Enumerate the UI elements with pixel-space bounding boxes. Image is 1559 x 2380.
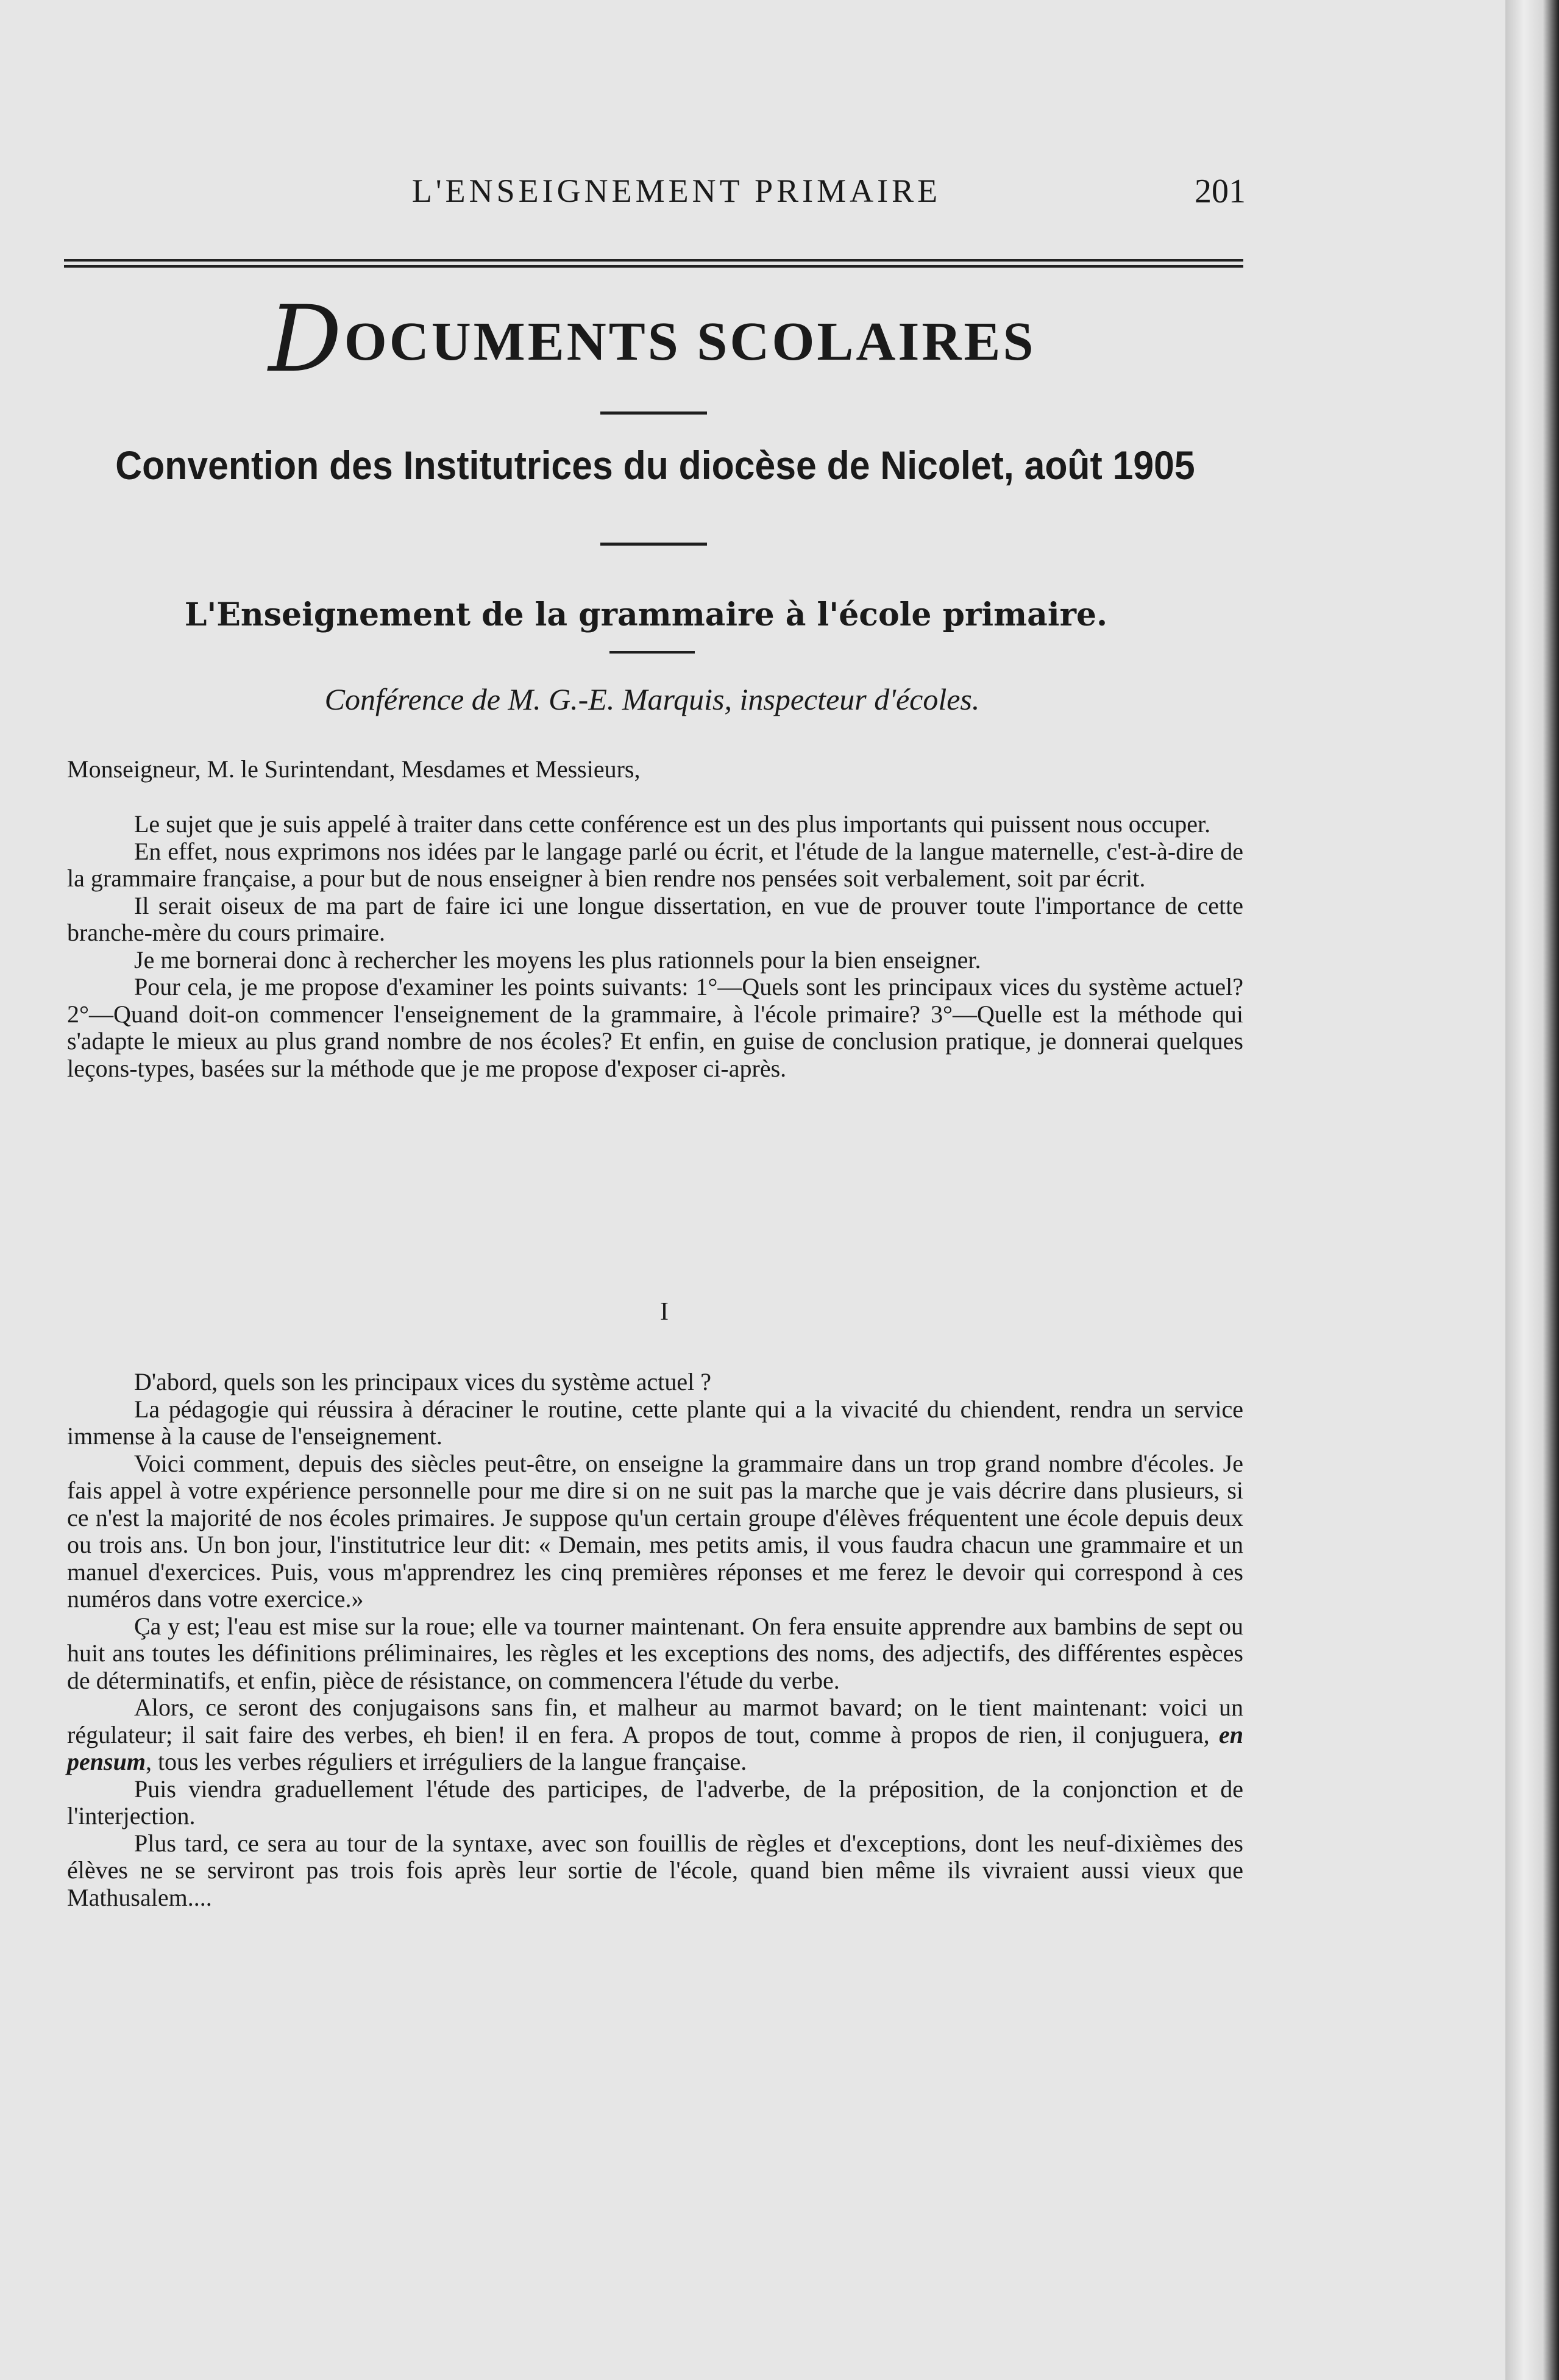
separator-rule-2 (600, 543, 707, 546)
running-title: L'ENSEIGNEMENT PRIMAIRE (411, 173, 942, 209)
paragraph: Il serait oiseux de ma part de faire ici une longue dissertation, en vue de prouver toute l'importance de cette branche-mère du cours primaire. (67, 891, 1243, 946)
paragraph-alors (67, 1694, 1243, 1776)
intro-section (67, 811, 1243, 1082)
paragraph: Puis viendra graduellement l'étude des participes, de l'adverbe, de la préposition, de la conjonction et de l'interjection. (67, 1775, 1243, 1830)
paragraph: Ça y est; l'eau est mise sur la roue; elle va tourner maintenant. On fera ensuite apprendre aux bambins de sept ou huit ans toutes les définitions préliminaires, les règles et les exceptions des noms, des adjectifs, des différentes espèces de déterminatifs, et enfin, pièce de résistance, on commencera l'étude du verbe. (67, 1612, 1243, 1694)
paragraph: Le sujet que je suis appelé à traiter dans cette conférence est un des plus importants qui puissent nous occuper. (134, 810, 1211, 838)
paragraph: Pour cela, je me propose d'examiner les points suivants: 1°—Quels sont les principaux vices du système actuel? 2°—Quand doit-on commencer l'enseignement de la grammaire, à l'école primaire? 3°—Quelle est la méthode qui s'adapte le mieux au plus grand nombre de nos écoles? Et enfin, en guise de conclusion pratique, je donnerai quelques leçons-types, basées sur la méthode que je me propose d'exposer ci-après. (67, 973, 1243, 1082)
paragraph: Voici comment, depuis des siècles peut-être, on enseigne la grammaire dans un trop grand nombre d'écoles. Je fais appel à votre expérience personnelle pour me dire si on ne suit pas la marche que je vais décrire dans plusieurs, si ce n'est la majorité de nos écoles primaires. Je suppose qu'un certain groupe d'élèves fréquentent une école depuis deux ou trois ans. Un bon jour, l'institutrice leur dit: « Demain, mes petits amis, il vous faudra chacun une grammaire et un manuel d'exercices. Puis, vous m'apprendrez les cinq premières réponses et me ferez le devoir qui correspond à ces numéros dans votre exercice.» (67, 1449, 1243, 1612)
alors-text-after: , tous les verbes réguliers et irréguliers de la langue française. (145, 1748, 747, 1775)
paragraph: En effet, nous exprimons nos idées par le langage parlé ou écrit, et l'étude de la langue maternelle, c'est-à-dire de la grammaire française, a pour but de nous enseigner à bien rendre nos pensées soit verbalement, soit par écrit. (67, 837, 1243, 892)
alors-emphasis: en pensum (67, 1720, 1244, 1775)
page-edge-shadow (1505, 0, 1559, 2380)
paragraph: Plus tard, ce sera au tour de la syntaxe, avec son fouillis de règles et d'exceptions, dont les neuf-dixièmes des élèves ne se serviront pas trois fois après leur sortie de l'école, quand bien même ils vivraient aussi vieux que Mathusalem.... (67, 1829, 1243, 1911)
section-title-rest: OCUMENTS SCOLAIRES (344, 312, 1036, 372)
section-title (232, 287, 1073, 393)
header-double-rule (64, 259, 1243, 268)
separator-rule-3 (609, 651, 695, 654)
alors-text-before: Alors, ce seront des conjugaisons sans fin, et malheur au marmot bavard; on le tient maintenant: voici un régulateur; il sait faire des verbes, eh bien! il en fera. A propos de tout, comme à propos de rien, il conjuguera, (67, 1694, 1243, 1748)
convention-title: Convention des Institutrices du diocèse de Nicolet, août 1905 (115, 443, 1195, 488)
page-number: 201 (1195, 173, 1246, 210)
conference-line: Conférence de M. G.-E. Marquis, inspecteur d'écoles. (324, 682, 980, 716)
paragraph: D'abord, quels son les principaux vices du système actuel ? (134, 1368, 711, 1395)
paragraph: Je me bornerai donc à rechercher les moyens les plus rationnels pour la bien enseigner. (134, 946, 981, 974)
ornamental-drop-letter: D (268, 287, 344, 393)
separator-rule-1 (600, 412, 707, 415)
part-numeral: I (660, 1298, 669, 1326)
part-one-section (67, 1369, 1243, 1911)
salutation: Monseigneur, M. le Surintendant, Mesdames et Messieurs, (67, 755, 641, 783)
article-title: L'Enseignement de la grammaire à l'école primaire. (184, 596, 1108, 633)
paragraph: La pédagogie qui réussira à déraciner le routine, cette plante qui a la vivacité du chiendent, rendra un service immense à la cause de l'enseignement. (67, 1395, 1243, 1450)
